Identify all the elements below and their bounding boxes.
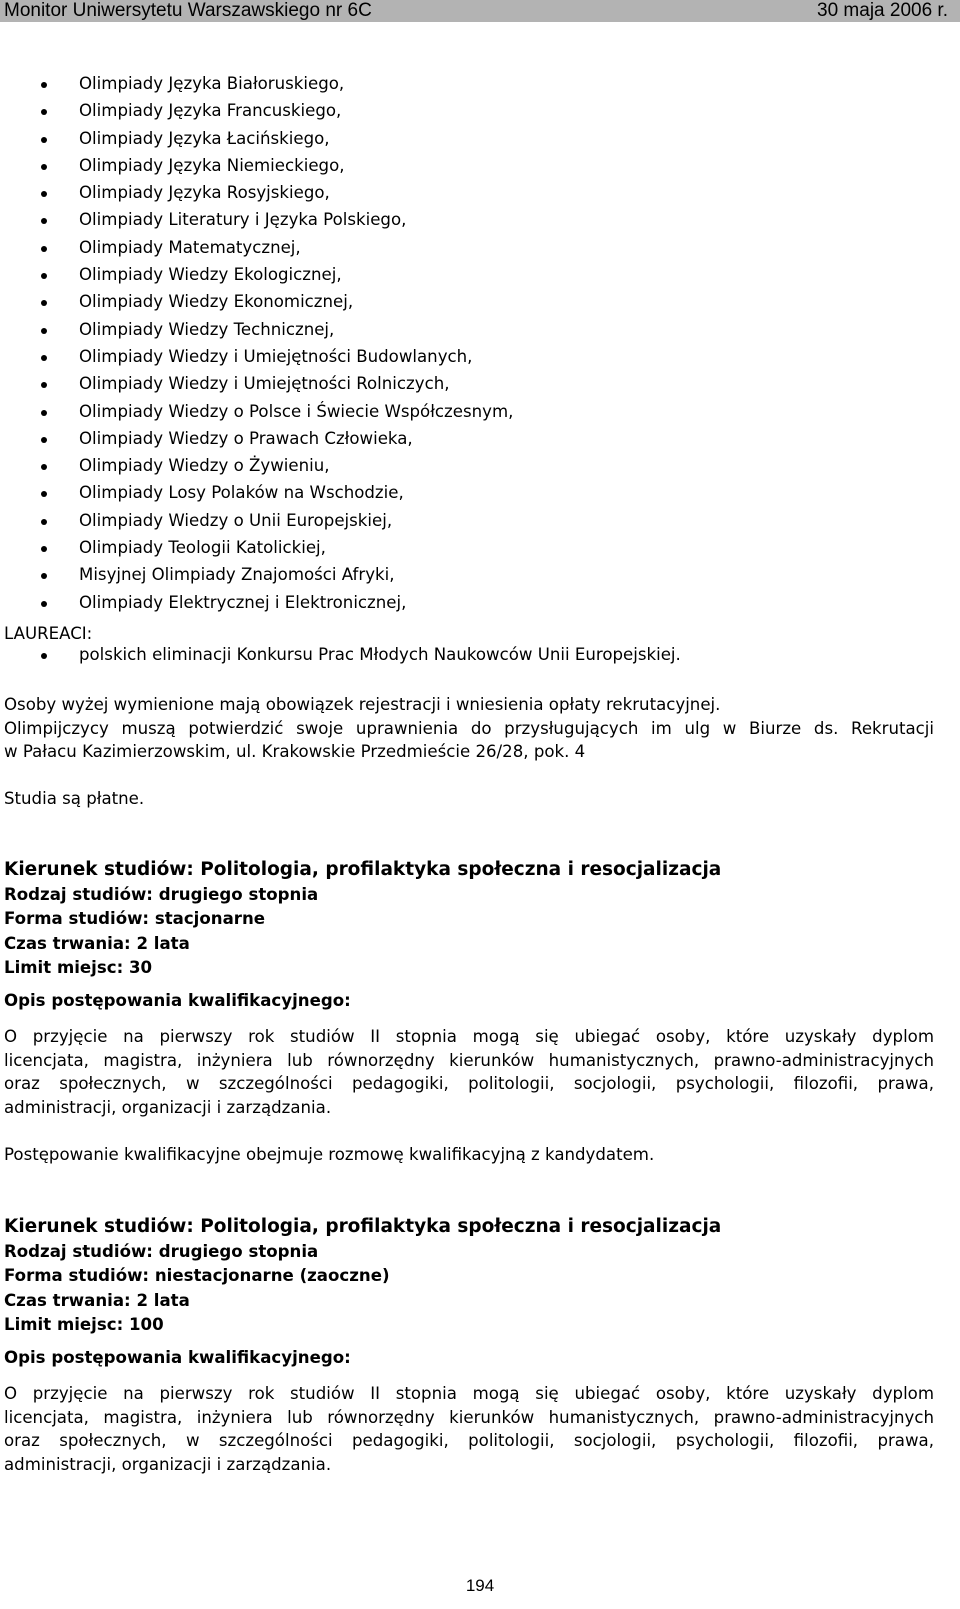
- bullet-icon: [41, 300, 47, 306]
- page-header: [0, 0, 960, 22]
- bullet-icon: [41, 109, 47, 115]
- header-date: 30 maja 2006 r.: [817, 0, 948, 21]
- program-czas: Czas trwania: 2 lata: [4, 1290, 190, 1310]
- program-rodzaj: Rodzaj studiów: drugiego stopnia: [4, 885, 319, 904]
- program-kierunek: Kierunek studiów: Politologia, profilaktyka społeczna i resocjalizacja: [4, 859, 722, 880]
- opis-block-1: [4, 989, 934, 1013]
- list-item: Olimpiady Języka Francuskiego,: [4, 97, 944, 124]
- list-item: Olimpiady Języka Rosyjskiego,: [4, 179, 944, 206]
- list-item: Olimpiady Losy Polaków na Wschodzie,: [4, 479, 944, 506]
- list-item: Olimpiady Wiedzy Ekologicznej,: [4, 261, 944, 288]
- list-item: Olimpiady Wiedzy Technicznej,: [4, 316, 944, 343]
- program-block-1: [4, 857, 934, 980]
- bullet-icon: [41, 218, 47, 224]
- opis-heading: Opis postępowania kwalifikacyjnego:: [4, 1348, 351, 1367]
- list-item: polskich eliminacji Konkursu Prac Młodych Naukowców Unii Europejskiej.: [4, 643, 944, 667]
- program-rodzaj: Rodzaj studiów: drugiego stopnia: [4, 1242, 319, 1261]
- list-item: Olimpiady Wiedzy i Umiejętności Rolniczych,: [4, 370, 944, 397]
- laureaci-list: [4, 643, 944, 667]
- program-czas: Czas trwania: 2 lata: [4, 933, 190, 953]
- page-number: 194: [465, 1576, 495, 1595]
- opis-paragraph-1: O przyjęcie na pierwszy rok studiów II stopnia mogą się ubiegać osoby, które uzyskały dyplom licencjata, magistra, inżyniera lub równorzędny kierunków humanistycznych, prawno-administracyjnych oraz społecznych, w szczególności pedagogiki, politologii, socjologii, psychologii, filozofii, prawa, administracji, organizacji i zarządzania.: [4, 1027, 934, 1117]
- bullet-icon: [41, 464, 47, 470]
- bullet-icon: [41, 191, 47, 197]
- opis-block-2: [4, 1346, 934, 1370]
- list-item: Olimpiady Wiedzy o Prawach Człowieka,: [4, 425, 944, 452]
- bullet-icon: [41, 137, 47, 143]
- list-item: Olimpiady Matematycznej,: [4, 234, 944, 261]
- bullet-icon: [41, 355, 47, 361]
- bullet-icon: [41, 601, 47, 607]
- postepowanie-note: Postępowanie kwalifikacyjne obejmuje rozmowę kwalifikacyjną z kandydatem.: [4, 1145, 655, 1164]
- list-item: Olimpiady Języka Niemieckiego,: [4, 152, 944, 179]
- bullet-icon: [41, 437, 47, 443]
- list-item: Olimpiady Elektrycznej i Elektronicznej,: [4, 589, 944, 616]
- list-item: Olimpiady Wiedzy o Unii Europejskiej,: [4, 507, 944, 534]
- list-item: Olimpiady Wiedzy i Umiejętności Budowlanych,: [4, 343, 944, 370]
- program-forma: Forma studiów: niestacjonarne (zaoczne): [4, 1266, 390, 1286]
- bullet-icon: [41, 246, 47, 252]
- paid-note: Studia są płatne.: [4, 789, 145, 808]
- program-limit: Limit miejsc: 30: [4, 957, 153, 977]
- olympiad-list: [4, 70, 944, 616]
- list-item: Olimpiady Wiedzy o Polsce i Świecie Współczesnym,: [4, 398, 944, 425]
- header-publication-title: Monitor Uniwersytetu Warszawskiego nr 6C: [4, 0, 372, 21]
- program-kierunek: Kierunek studiów: Politologia, profilaktyka społeczna i resocjalizacja: [4, 1216, 722, 1237]
- list-item: Olimpiady Wiedzy Ekonomicznej,: [4, 288, 944, 315]
- program-limit: Limit miejsc: 100: [4, 1314, 164, 1334]
- bullet-icon: [41, 573, 47, 579]
- registration-paragraph: Osoby wyżej wymienione mają obowiązek rejestracji i wniesienia opłaty rekrutacyjnej. Olimpijczycy muszą potwierdzić swoje uprawnienia do przysługujących im ulg w Biurze ds. Rekrutacji w Pałacu Kazimierzowskim, ul. Krakowskie Przedmieście 26/28, pok. 4: [4, 695, 934, 761]
- list-item: Olimpiady Literatury i Języka Polskiego,: [4, 206, 944, 233]
- program-forma: Forma studiów: stacjonarne: [4, 909, 266, 929]
- list-item: Olimpiady Wiedzy o Żywieniu,: [4, 452, 944, 479]
- bullet-icon: [41, 82, 47, 88]
- opis-paragraph-2: O przyjęcie na pierwszy rok studiów II stopnia mogą się ubiegać osoby, które uzyskały dyplom licencjata, magistra, inżyniera lub równorzędny kierunków humanistycznych, prawno-administracyjnych oraz społecznych, w szczególności pedagogiki, politologii, socjologii, psychologii, filozofii, prawa, administracji, organizacji i zarządzania.: [4, 1384, 934, 1474]
- bullet-icon: [41, 273, 47, 279]
- bullet-icon: [41, 164, 47, 170]
- list-item: Misyjnej Olimpiady Znajomości Afryki,: [4, 561, 944, 588]
- bullet-icon: [41, 410, 47, 416]
- bullet-icon: [41, 491, 47, 497]
- bullet-icon: [41, 519, 47, 525]
- list-item: Olimpiady Języka Białoruskiego,: [4, 70, 944, 97]
- bullet-icon: [41, 328, 47, 334]
- program-block-2: [4, 1214, 934, 1337]
- bullet-icon: [41, 382, 47, 388]
- list-item: Olimpiady Języka Łacińskiego,: [4, 125, 944, 152]
- opis-heading: Opis postępowania kwalifikacyjnego:: [4, 991, 351, 1010]
- bullet-icon: [41, 546, 47, 552]
- laureaci-heading: LAUREACI:: [4, 624, 93, 643]
- bullet-icon: [41, 653, 47, 659]
- list-item: Olimpiady Teologii Katolickiej,: [4, 534, 944, 561]
